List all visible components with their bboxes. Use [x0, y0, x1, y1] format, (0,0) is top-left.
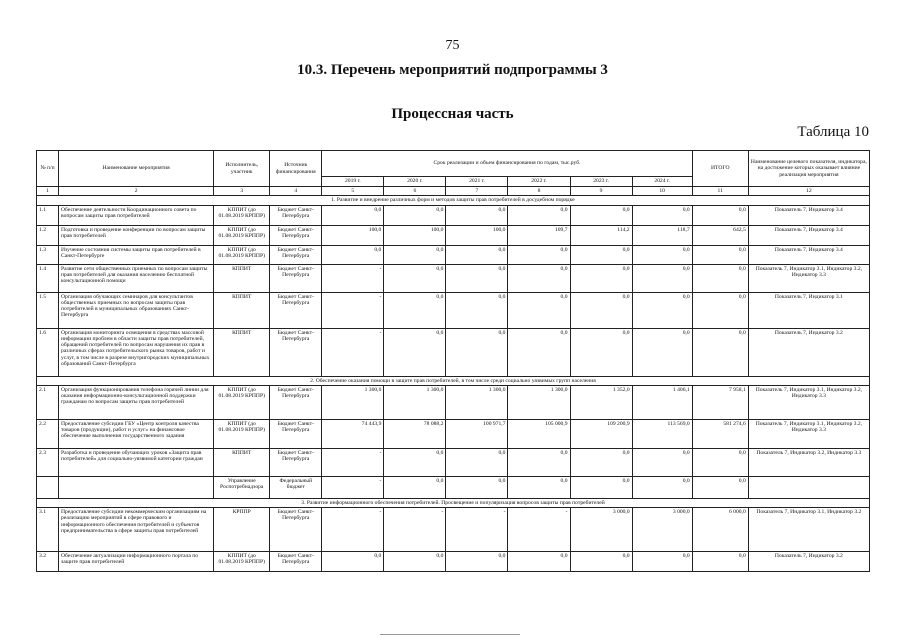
cell-year-value: 0,0: [446, 476, 508, 498]
cell-indicator: Показатель 7, Индикатор 3.4: [748, 205, 869, 225]
cell-executor: Управление Роспотребнадзора: [214, 476, 270, 498]
cell-year-value: 0,0: [446, 552, 508, 572]
cell-year-value: 109 200,9: [570, 419, 632, 448]
cell-year-value: 0,0: [632, 552, 692, 572]
cell-source: Бюджет Санкт-Петербурга: [270, 225, 322, 245]
cell-year-value: 0,0: [508, 205, 570, 225]
activities-table: [36, 150, 870, 572]
table-row: [37, 264, 870, 292]
cell-year-value: 0,0: [508, 476, 570, 498]
header-indicator: Наименование целевого показателя, индикатора, на достижение которых оказывает влияние реализация мероприятия: [748, 151, 869, 187]
cell-year-value: 0,0: [384, 245, 446, 264]
cell-indicator: Показатель 7, Индикатор 3.2: [748, 328, 869, 376]
header-source: Источник финансирования: [270, 151, 322, 187]
header-year: 2023 г.: [570, 177, 632, 187]
section-title: 1. Развитие и внедрение различных форм и методов защиты прав потребителей в досудебном порядке: [37, 196, 870, 205]
cell-year-value: 0,0: [570, 264, 632, 292]
header-year: 2021 г.: [446, 177, 508, 187]
header-total: ИТОГО: [692, 151, 748, 187]
table-row: [37, 552, 870, 572]
cell-source: Бюджет Санкт-Петербурга: [270, 419, 322, 448]
cell-year-value: 0,0: [508, 328, 570, 376]
cell-indicator: Показатель 7, Индикатор 3.4: [748, 225, 869, 245]
table-row: [37, 448, 870, 476]
header-period: Срок реализации и объем финансирования по годам, тыс.руб.: [322, 151, 692, 177]
table-row: [37, 508, 870, 552]
header-year: 2020 г.: [384, 177, 446, 187]
cell-indicator: Показатель 7, Индикатор 3.4: [748, 245, 869, 264]
cell-year-value: 0,0: [632, 328, 692, 376]
cell-year-value: 0,0: [570, 552, 632, 572]
cell-name: Предоставление субсидии некоммерческим организациям на реализацию мероприятий в сфере правового и информационного обеспечения потребителей и субъектов предпринимательства в сфере защиты прав потребителей: [59, 508, 214, 552]
cell-num: 2.2: [37, 419, 59, 448]
cell-year-value: 109,7: [508, 225, 570, 245]
cell-year-value: 0,0: [570, 292, 632, 328]
cell-name: Обеспечение актуализации информационного портала по защите прав потребителей: [59, 552, 214, 572]
table-row: [37, 225, 870, 245]
cell-year-value: 0,0: [384, 476, 446, 498]
cell-executor: КППИТ (до 01.08.2019 КРППР): [214, 225, 270, 245]
cell-year-value: 0,0: [446, 245, 508, 264]
cell-year-value: 0,0: [632, 476, 692, 498]
cell-source: Бюджет Санкт-Петербурга: [270, 448, 322, 476]
column-number: 10: [632, 187, 692, 196]
section-row: [37, 196, 870, 205]
cell-year-value: 1 300,0: [384, 385, 446, 419]
cell-year-value: 0,0: [446, 292, 508, 328]
cell-source: Бюджет Санкт-Петербурга: [270, 292, 322, 328]
cell-indicator: Показатель 7, Индикатор 3.2: [748, 552, 869, 572]
bottom-rule: [380, 634, 520, 635]
cell-year-value: 0,0: [508, 292, 570, 328]
cell-year-value: 113 569,0: [632, 419, 692, 448]
table-row: [37, 245, 870, 264]
cell-total: 581 274,6: [692, 419, 748, 448]
cell-year-value: 114,2: [570, 225, 632, 245]
cell-year-value: 0,0: [508, 552, 570, 572]
cell-executor: КППИТ (до 01.08.2019 КРППР): [214, 552, 270, 572]
cell-year-value: 0,0: [322, 205, 384, 225]
cell-source: Бюджет Санкт-Петербурга: [270, 385, 322, 419]
cell-indicator: Показатель 7, Индикатор 3.1, Индикатор 3.2, Индикатор 3.3: [748, 419, 869, 448]
cell-year-value: -: [322, 476, 384, 498]
cell-executor: КППИТ: [214, 264, 270, 292]
cell-name: Предоставление субсидии ГБУ «Центр контроля качества товаров (продукции), работ и услуг» на финансовое обеспечение выполнения государственного задания: [59, 419, 214, 448]
header-year: 2019 г.: [322, 177, 384, 187]
cell-year-value: -: [322, 448, 384, 476]
cell-year-value: 0,0: [570, 448, 632, 476]
cell-year-value: 0,0: [384, 264, 446, 292]
section-row: [37, 498, 870, 507]
column-number: 12: [748, 187, 869, 196]
page-number: 75: [445, 38, 460, 53]
cell-year-value: 0,0: [384, 328, 446, 376]
column-number: 9: [570, 187, 632, 196]
cell-total: 0,0: [692, 264, 748, 292]
cell-num: 1.3: [37, 245, 59, 264]
cell-year-value: 118,7: [632, 225, 692, 245]
cell-year-value: 0,0: [446, 328, 508, 376]
cell-total: 642,5: [692, 225, 748, 245]
cell-total: 0,0: [692, 328, 748, 376]
section-row: [37, 376, 870, 385]
cell-year-value: 0,0: [508, 245, 570, 264]
cell-total: 0,0: [692, 448, 748, 476]
cell-source: Бюджет Санкт-Петербурга: [270, 552, 322, 572]
header-year: 2024 г.: [632, 177, 692, 187]
cell-name: Обеспечение деятельности Координационного совета по вопросам защиты прав потребителей: [59, 205, 214, 225]
cell-year-value: 0,0: [446, 205, 508, 225]
cell-year-value: -: [384, 508, 446, 552]
cell-indicator: Показатель 7, Индикатор 3.1, Индикатор 3.2, Индикатор 3.3: [748, 385, 869, 419]
cell-executor: КППИТ (до 01.08.2019 КРППР): [214, 419, 270, 448]
column-number: 6: [384, 187, 446, 196]
cell-year-value: 1 352,0: [570, 385, 632, 419]
cell-year-value: 0,0: [570, 328, 632, 376]
cell-num: 1.6: [37, 328, 59, 376]
cell-year-value: -: [322, 264, 384, 292]
table-row: [37, 292, 870, 328]
column-number: 3: [214, 187, 270, 196]
cell-name: [59, 476, 214, 498]
cell-source: Федеральный бюджет: [270, 476, 322, 498]
column-number: 1: [37, 187, 59, 196]
cell-year-value: 1 406,1: [632, 385, 692, 419]
cell-year-value: 100,0: [446, 225, 508, 245]
cell-year-value: 0,0: [446, 448, 508, 476]
cell-name: Организация функционирования телефона горячей линии для оказания информационно-консультационной поддержки гражданам по вопросам защиты прав потребителей: [59, 385, 214, 419]
cell-num: 1.4: [37, 264, 59, 292]
cell-year-value: 0,0: [322, 245, 384, 264]
cell-num: 3.2: [37, 552, 59, 572]
section-subtitle: Процессная часть: [391, 106, 514, 122]
cell-year-value: 74 443,9: [322, 419, 384, 448]
cell-executor: КППИТ: [214, 328, 270, 376]
cell-name: Организация обучающих семинаров для консультантов общественных приемных по вопросам защиты прав потребителей в муниципальных образованиях Санкт-Петербурга: [59, 292, 214, 328]
table-row: [37, 385, 870, 419]
cell-indicator: Показатель 7, Индикатор 3.1, Индикатор 3.2: [748, 508, 869, 552]
cell-year-value: 100,0: [322, 225, 384, 245]
cell-indicator: Показатель 7, Индикатор 3.1, Индикатор 3.2, Индикатор 3.3: [748, 264, 869, 292]
column-number: 7: [446, 187, 508, 196]
cell-source: Бюджет Санкт-Петербурга: [270, 245, 322, 264]
cell-executor: КППИТ (до 01.08.2019 КРППР): [214, 245, 270, 264]
cell-year-value: 0,0: [322, 552, 384, 572]
cell-year-value: 1 300,0: [508, 385, 570, 419]
page-title: 10.3. Перечень мероприятий подпрограммы 3: [297, 62, 608, 78]
cell-indicator: Показатель 7, Индикатор 3.1: [748, 292, 869, 328]
header-year: 2022 г.: [508, 177, 570, 187]
cell-year-value: 1 300,0: [446, 385, 508, 419]
cell-source: Бюджет Санкт-Петербурга: [270, 328, 322, 376]
cell-total: 0,0: [692, 552, 748, 572]
cell-year-value: 0,0: [570, 205, 632, 225]
cell-name: Организация мониторинга освещения в средствах массовой информации проблем в области защиты прав потребителей, обращений потребителей по вопросам нарушения их прав в различных сферах потребительского рынка товаров, работ и услуг, в том числе в разрезе внутригородских муниципальных образований Санкт-Петербурга: [59, 328, 214, 376]
cell-executor: КППИТ (до 01.08.2019 КРППР): [214, 385, 270, 419]
cell-year-value: -: [446, 508, 508, 552]
cell-year-value: 3 000,0: [632, 508, 692, 552]
cell-year-value: 0,0: [384, 292, 446, 328]
cell-year-value: 0,0: [570, 476, 632, 498]
cell-source: Бюджет Санкт-Петербурга: [270, 205, 322, 225]
column-number: 4: [270, 187, 322, 196]
cell-year-value: 0,0: [632, 245, 692, 264]
cell-year-value: 0,0: [508, 448, 570, 476]
column-number: 5: [322, 187, 384, 196]
cell-year-value: 3 000,0: [570, 508, 632, 552]
cell-executor: КППИТ (до 01.08.2019 КРППР): [214, 205, 270, 225]
cell-name: Изучение состояния системы защиты прав потребителей в Санкт-Петербурге: [59, 245, 214, 264]
header-executor: Исполнитель, участник: [214, 151, 270, 187]
cell-year-value: 78 088,2: [384, 419, 446, 448]
column-number: 11: [692, 187, 748, 196]
cell-num: 1.2: [37, 225, 59, 245]
cell-total: 0,0: [692, 292, 748, 328]
cell-num: [37, 476, 59, 498]
cell-year-value: 0,0: [446, 264, 508, 292]
cell-source: Бюджет Санкт-Петербурга: [270, 264, 322, 292]
cell-name: Подготовка и проведение конференции по вопросам защиты прав потребителей: [59, 225, 214, 245]
section-title: 2. Обеспечение оказания помощи в защите прав потребителей, в том числе среди социально уязвимых групп населения: [37, 376, 870, 385]
cell-executor: КРППР: [214, 508, 270, 552]
cell-year-value: 100,0: [384, 225, 446, 245]
cell-year-value: 0,0: [632, 292, 692, 328]
cell-total: 7 958,1: [692, 385, 748, 419]
cell-year-value: 0,0: [508, 264, 570, 292]
cell-indicator: [748, 476, 869, 498]
header-num: № п/п: [37, 151, 59, 187]
cell-name: Развитие сети общественных приемных по вопросам защиты прав потребителей для оказания населению бесплатной консультационной помощи: [59, 264, 214, 292]
table-row: [37, 476, 870, 498]
table-row: [37, 328, 870, 376]
cell-executor: КППИТ: [214, 448, 270, 476]
cell-year-value: 0,0: [632, 205, 692, 225]
cell-year-value: -: [322, 328, 384, 376]
cell-num: 2.1: [37, 385, 59, 419]
column-number-row: [37, 187, 870, 196]
table-row: [37, 205, 870, 225]
cell-num: 3.1: [37, 508, 59, 552]
table-label: Таблица 10: [797, 124, 869, 140]
cell-year-value: -: [508, 508, 570, 552]
cell-year-value: 0,0: [384, 552, 446, 572]
cell-year-value: -: [322, 292, 384, 328]
cell-source: Бюджет Санкт-Петербурга: [270, 508, 322, 552]
column-number: 8: [508, 187, 570, 196]
cell-total: 0,0: [692, 245, 748, 264]
cell-year-value: 0,0: [632, 448, 692, 476]
cell-year-value: 105 000,9: [508, 419, 570, 448]
cell-year-value: -: [322, 508, 384, 552]
section-title: 3. Развитие информационного обеспечения потребителей. Просвещение и популяризация вопросов защиты прав потребителей: [37, 498, 870, 507]
cell-year-value: 1 300,0: [322, 385, 384, 419]
cell-year-value: 100 971,7: [446, 419, 508, 448]
cell-name: Разработка и проведение обучающих уроков «Защита прав потребителей» для социально-уязвимой категории граждан: [59, 448, 214, 476]
cell-year-value: 0,0: [570, 245, 632, 264]
table-row: [37, 419, 870, 448]
header-name: Наименование мероприятия: [59, 151, 214, 187]
column-number: 2: [59, 187, 214, 196]
cell-total: 0,0: [692, 476, 748, 498]
cell-total: 6 000,0: [692, 508, 748, 552]
cell-year-value: 0,0: [632, 264, 692, 292]
cell-indicator: Показатель 7, Индикатор 3.2, Индикатор 3.3: [748, 448, 869, 476]
cell-num: 2.3: [37, 448, 59, 476]
cell-year-value: 0,0: [384, 448, 446, 476]
cell-executor: КППИТ: [214, 292, 270, 328]
cell-total: 0,0: [692, 205, 748, 225]
cell-year-value: 0,0: [384, 205, 446, 225]
cell-num: 1.1: [37, 205, 59, 225]
cell-num: 1.5: [37, 292, 59, 328]
